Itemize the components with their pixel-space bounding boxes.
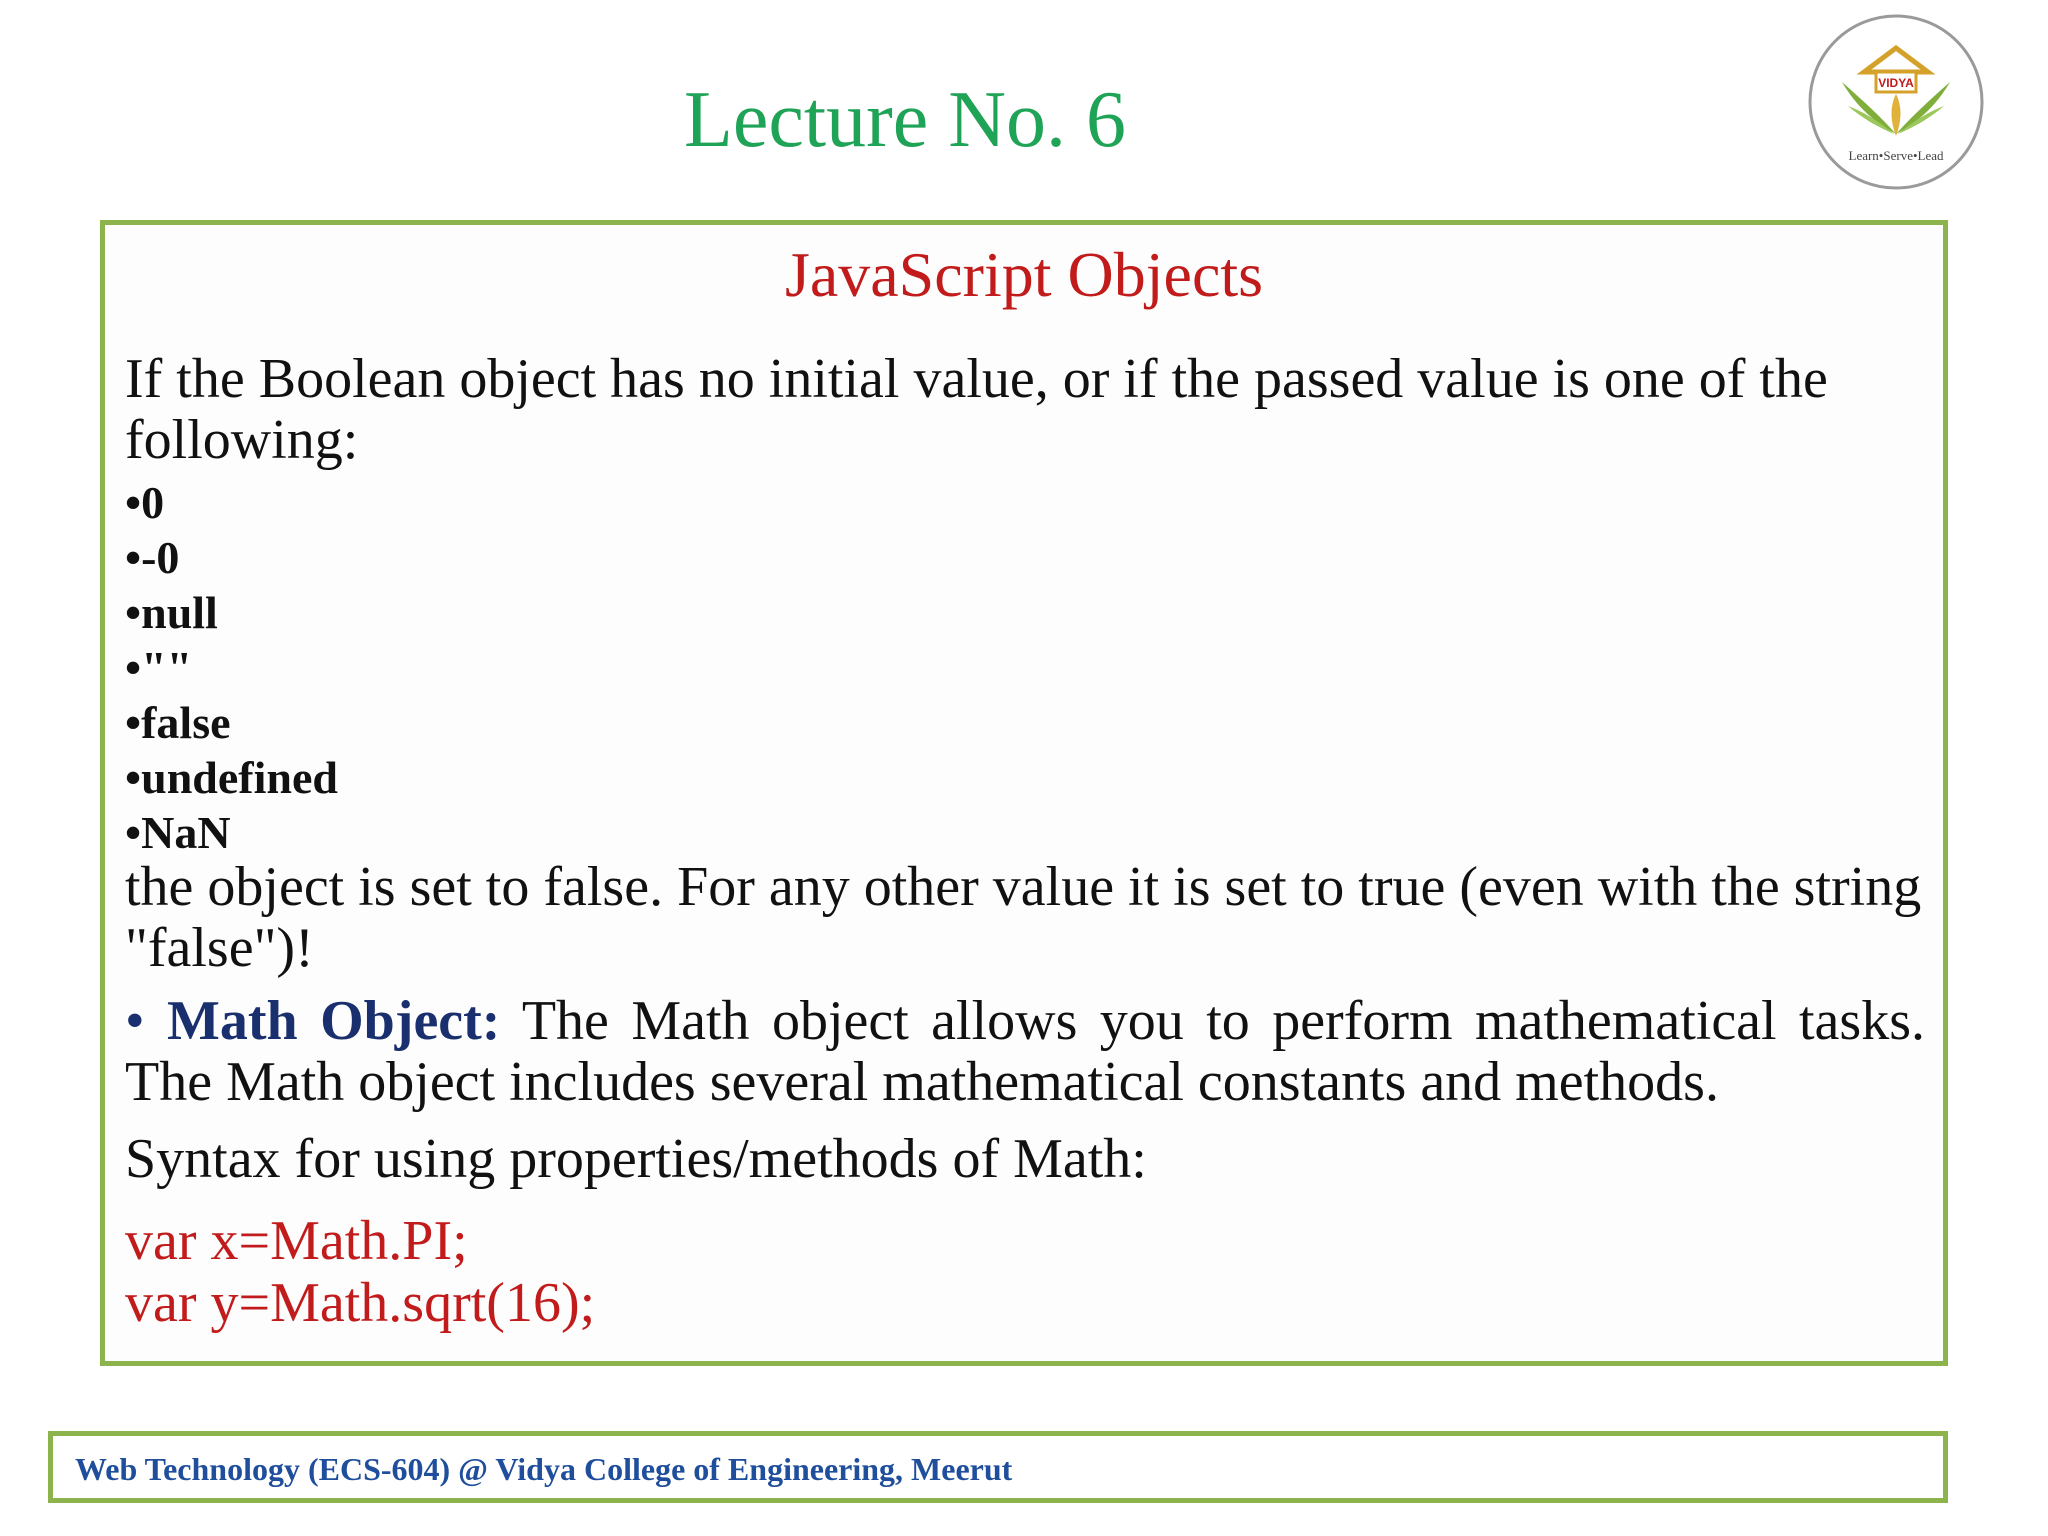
bullet-icon: • (125, 807, 142, 858)
list-item-label: "" (141, 642, 193, 693)
list-item-label: 0 (141, 477, 165, 528)
lecture-title: Lecture No. 6 (683, 76, 1127, 164)
list-item-label: undefined (141, 752, 338, 803)
bullet-icon: • (125, 532, 142, 583)
vidya-logo-icon (1804, 10, 1988, 194)
syntax-heading: Syntax for using properties/methods of Math: (125, 1128, 1147, 1190)
footer (48, 1431, 1948, 1503)
list-item (125, 585, 338, 640)
math-object-description: The Math object allows you to perform mathematical tasks. The Math object includes several mathematical constants and methods. (125, 990, 1926, 1113)
list-item (125, 475, 338, 530)
list-item (125, 805, 338, 860)
bullet-icon: • (125, 697, 142, 748)
math-bullet-icon: • (125, 990, 168, 1052)
content-box (100, 220, 1948, 1366)
math-object-paragraph (125, 991, 1925, 1113)
bullet-icon: • (125, 477, 142, 528)
bullet-icon: • (125, 752, 142, 803)
list-item-label: null (141, 587, 218, 638)
list-item (125, 640, 338, 695)
list-item (125, 530, 338, 585)
list-item (125, 695, 338, 750)
footer-text: Web Technology (ECS-604) @ Vidya College of Engineering, Meerut (75, 1451, 1013, 1487)
logo-brand-text: VIDYA (1878, 76, 1914, 90)
bullet-icon: • (125, 642, 142, 693)
list-item-label: NaN (141, 807, 231, 858)
list-item (125, 750, 338, 805)
falsy-values-list (125, 475, 338, 860)
bullet-icon: • (125, 587, 142, 638)
slide-title: JavaScript Objects (784, 239, 1264, 310)
intro-paragraph: If the Boolean object has no initial value, or if the passed value is one of the following: (125, 348, 1828, 471)
logo-tagline: Learn•Serve•Lead (1848, 148, 1944, 163)
list-item-label: -0 (141, 532, 180, 583)
math-object-label: Math Object: (167, 990, 501, 1052)
code-line: var y=Math.sqrt(16); (125, 1272, 596, 1334)
list-item-label: false (141, 697, 231, 748)
conclusion-paragraph: the object is set to false. For any other value it is set to true (even with the string "false")! (125, 856, 1922, 979)
code-line: var x=Math.PI; (125, 1210, 468, 1272)
code-block (125, 1210, 595, 1334)
